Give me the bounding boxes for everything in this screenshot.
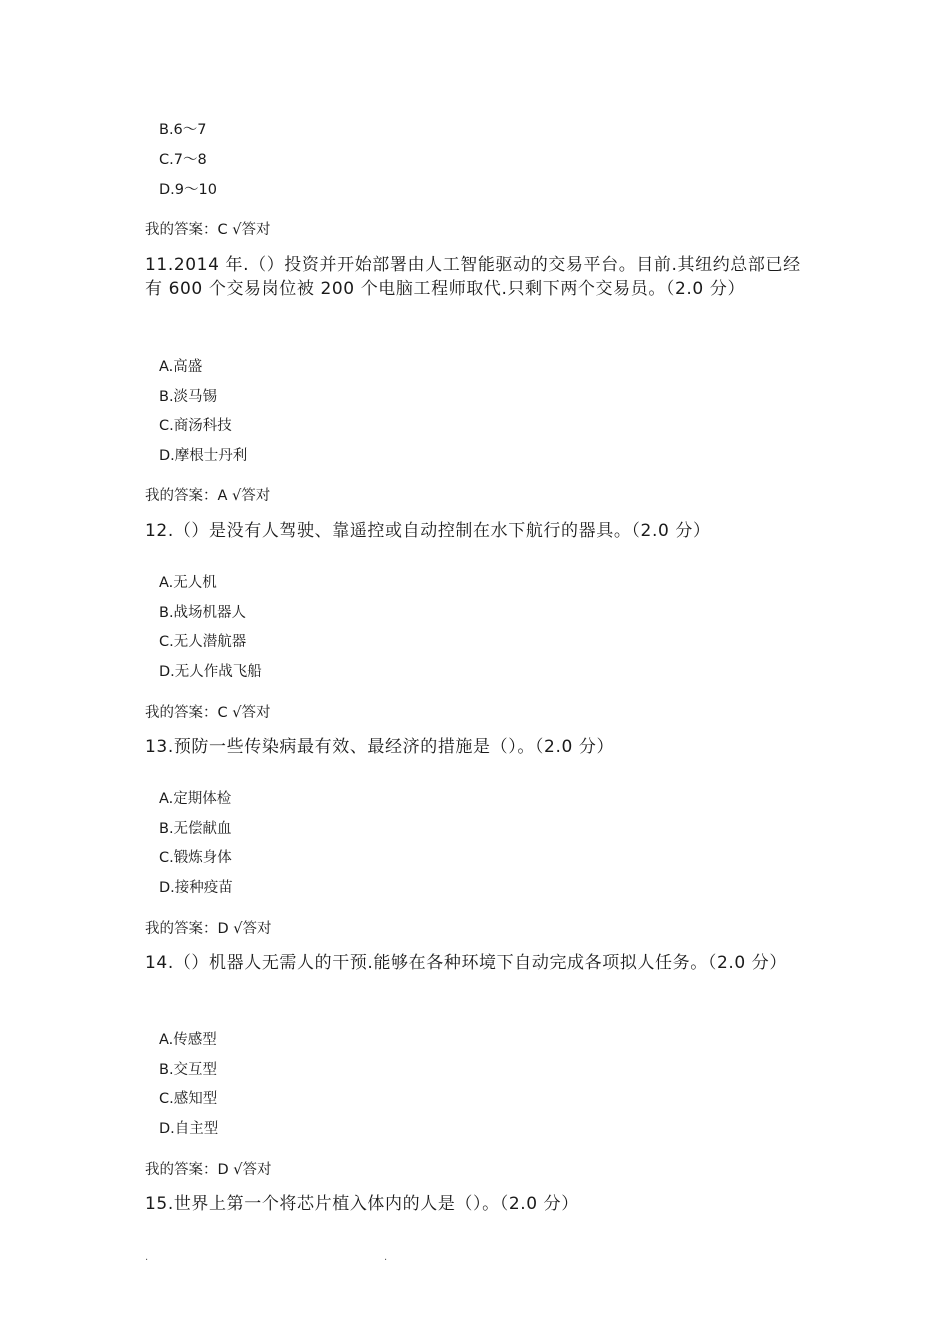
option-d: D.9～10: [159, 182, 217, 198]
footer-dot-left: .: [145, 1252, 149, 1263]
option-a: A.传感型: [159, 1032, 217, 1048]
option-c: C.感知型: [159, 1091, 218, 1107]
option-c: C.商汤科技: [159, 418, 232, 434]
option-b: B.6～7: [159, 122, 207, 138]
question-11-stem: 11.2014 年.（）投资并开始部署由人工智能驱动的交易平台。目前.其纽约总部已经有 600 个交易岗位被 200 个电脑工程师取代.只剩下两个交易员。（2.0 分）: [145, 255, 801, 299]
option-d: D.自主型: [159, 1121, 219, 1137]
question-15-stem: 15.世界上第一个将芯片植入体内的人是（）。（2.0 分）: [145, 1194, 579, 1214]
option-d: D.接种疫苗: [159, 880, 233, 896]
option-d: D.摩根士丹利: [159, 448, 248, 464]
answer-line: 我的答案：C √答对: [145, 705, 271, 721]
question-12-stem: 12.（）是没有人驾驶、靠遥控或自动控制在水下航行的器具。（2.0 分）: [145, 521, 711, 541]
option-b: B.战场机器人: [159, 605, 247, 621]
option-b: B.交互型: [159, 1062, 218, 1078]
option-a: A.无人机: [159, 575, 217, 591]
option-b: B.淡马锡: [159, 389, 218, 405]
answer-line: 我的答案：C √答对: [145, 222, 271, 238]
option-a: A.高盛: [159, 359, 203, 375]
option-c: C.锻炼身体: [159, 850, 232, 866]
option-c: C.7～8: [159, 152, 207, 168]
question-14-stem: 14.（）机器人无需人的干预.能够在各种环境下自动完成各项拟人任务。（2.0 分）: [145, 953, 787, 973]
option-a: A.定期体检: [159, 791, 232, 807]
answer-line: 我的答案：A √答对: [145, 488, 271, 504]
question-13-stem: 13.预防一些传染病最有效、最经济的措施是（）。（2.0 分）: [145, 737, 615, 757]
option-c: C.无人潜航器: [159, 634, 247, 650]
option-d: D.无人作战飞船: [159, 664, 262, 680]
option-b: B.无偿献血: [159, 821, 232, 837]
footer-dot-right: .: [384, 1252, 388, 1263]
answer-line: 我的答案：D √答对: [145, 1162, 272, 1178]
answer-line: 我的答案：D √答对: [145, 921, 272, 937]
